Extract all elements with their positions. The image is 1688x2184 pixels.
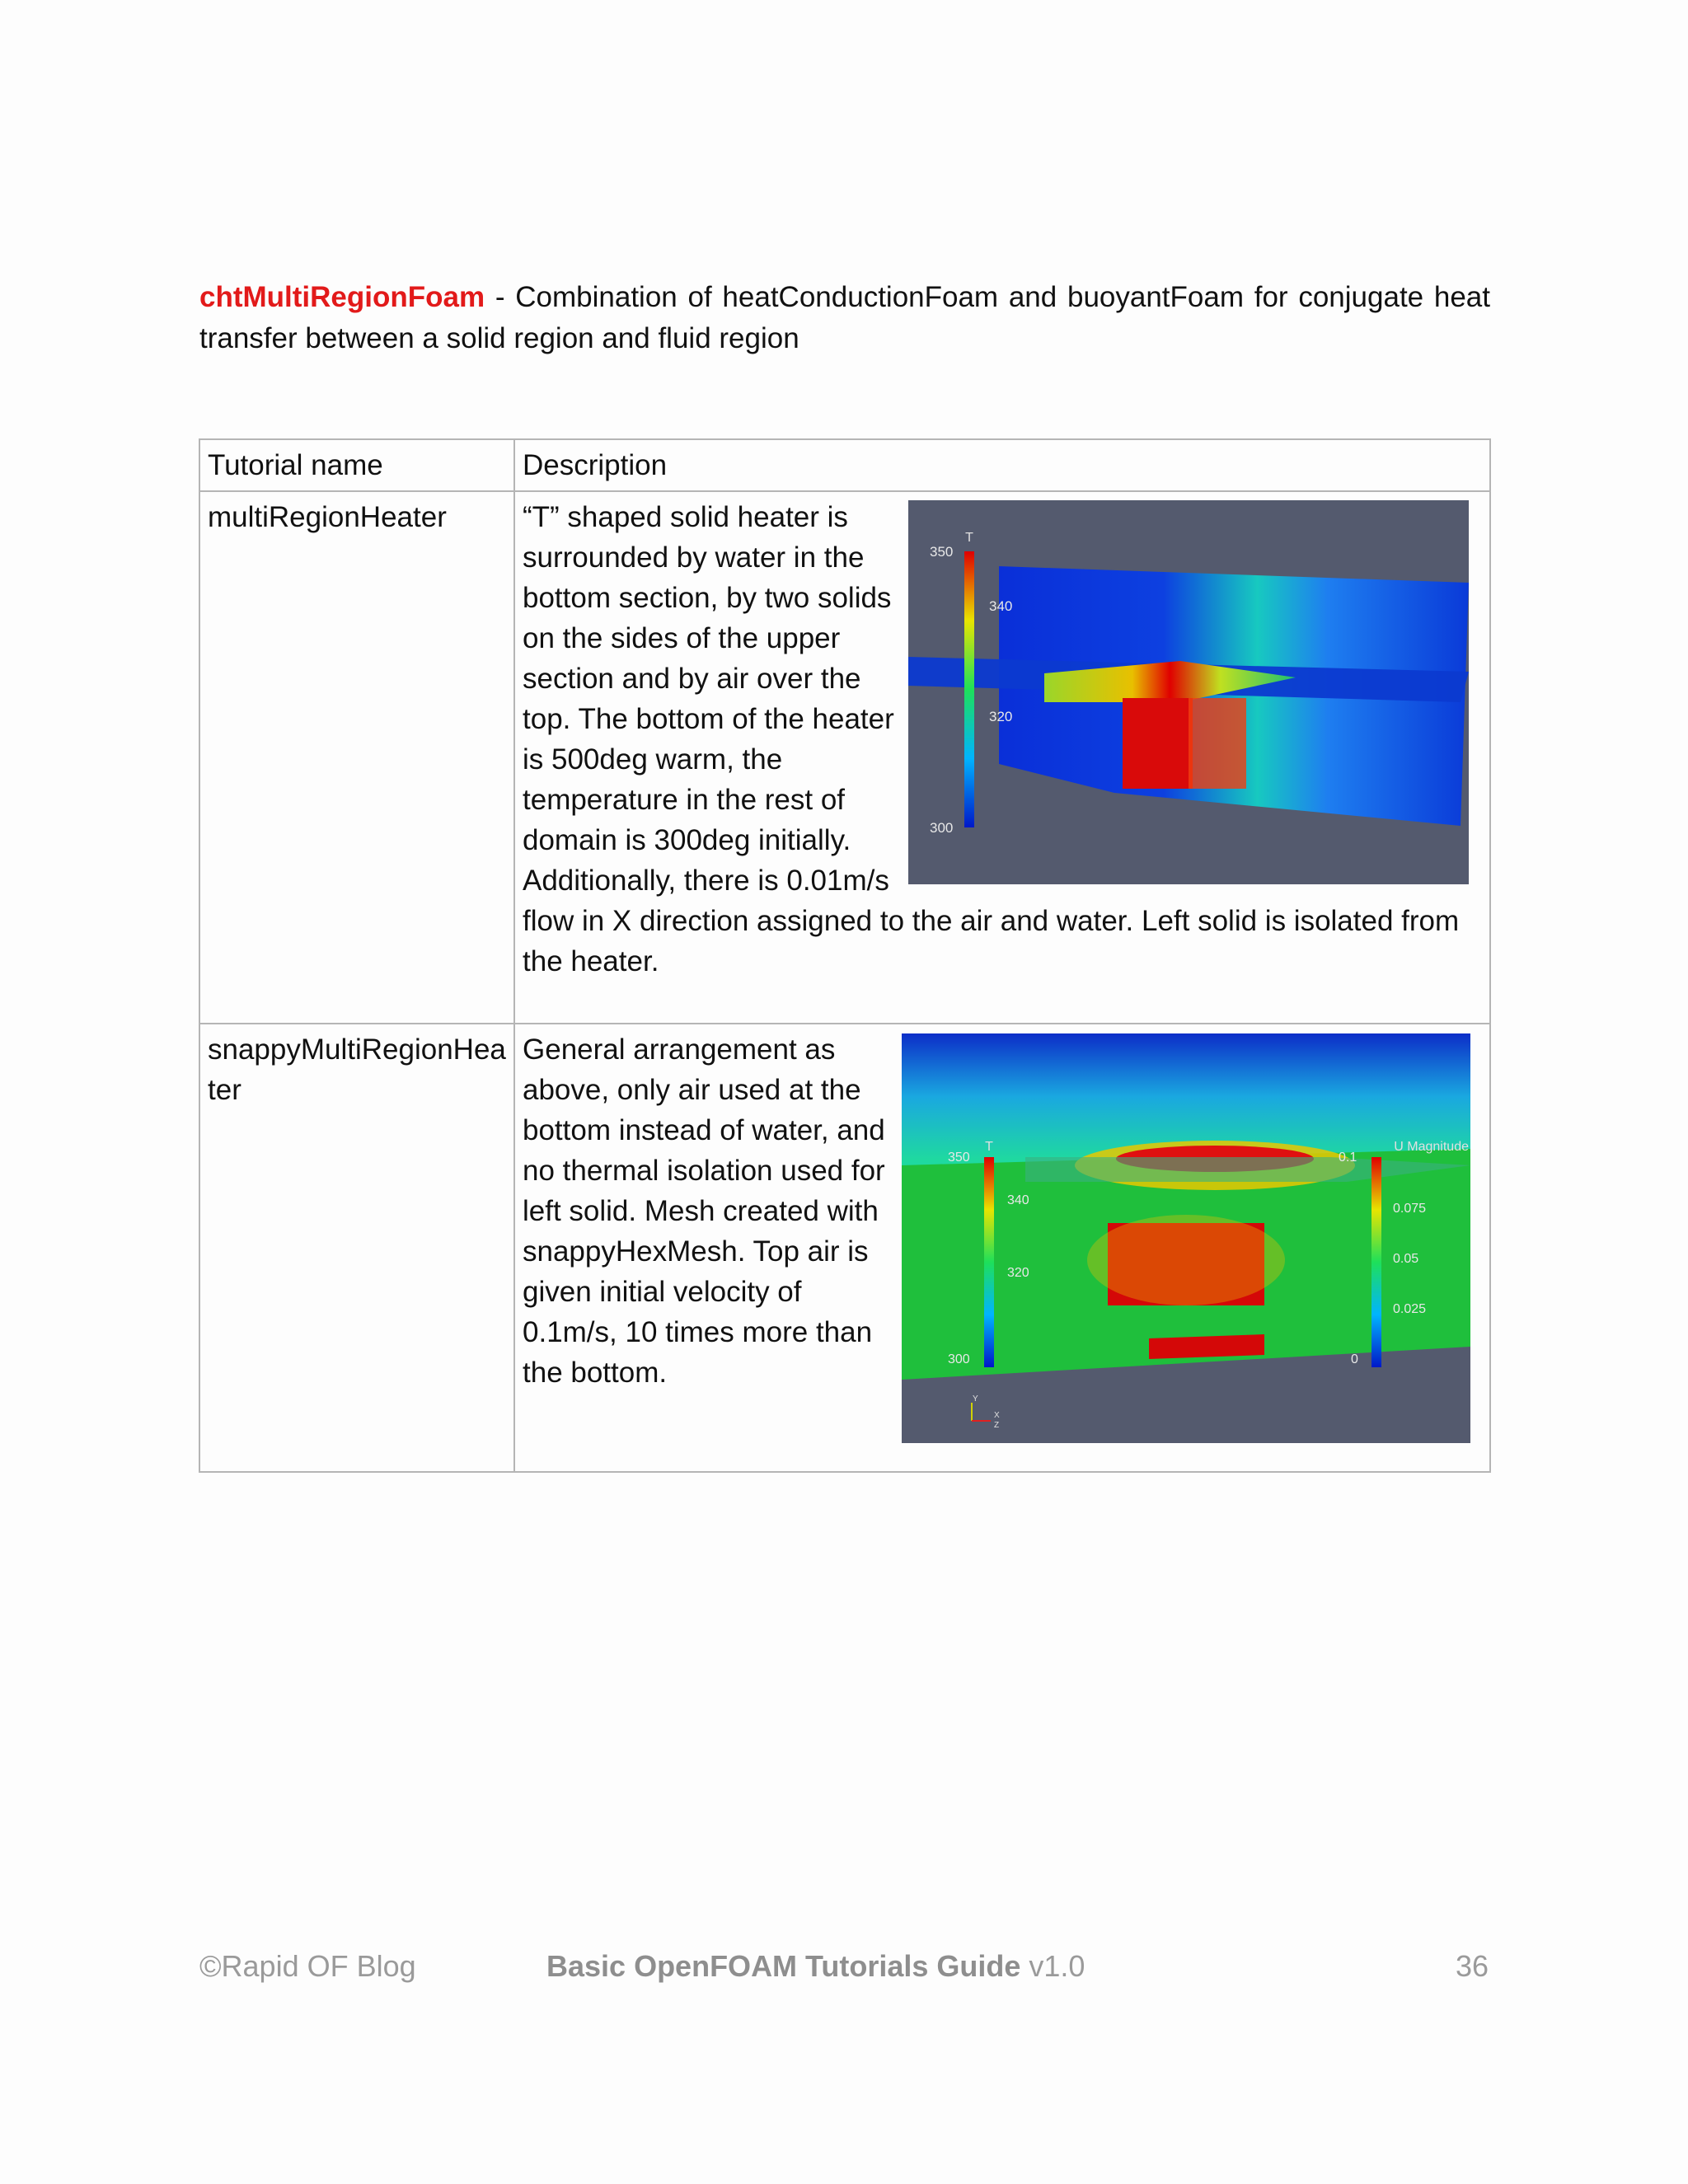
legend-title: T xyxy=(985,1140,993,1154)
solver-name: chtMultiRegionFoam xyxy=(199,281,485,313)
tutorial-name: multiRegionHeater xyxy=(199,491,514,1024)
legend-tick: 320 xyxy=(989,709,1013,724)
tutorial-description: “T” shaped solid heater is surrounded by water in the bottom section, by two solids on the sides of the upper section and by air over the top. The bottom of the heater is 500deg warm, the temperature in the rest of domain is 300deg initially. Additionally, there is 0.01m/s flow in X direction assigned to the air and water. Left solid is isolated from the heater. xyxy=(523,501,1460,977)
footer-version: v1.0 xyxy=(1020,1949,1085,1983)
legend2-tick: 0.1 xyxy=(1339,1151,1357,1165)
footer-page-number: 36 xyxy=(1456,1949,1489,1983)
header-description: Description xyxy=(514,439,1490,491)
axis-label: Y xyxy=(973,1394,978,1404)
solver-description: - Combination of heatConductionFoam and buoyantFoam for conjugate heat transfer between a solid region and fluid region xyxy=(199,281,1490,354)
tutorial-description: General arrangement as above, only air used at the bottom instead of water, and no thermal isolation used for left solid. Mesh created with snappyHexMesh. Top air is given initial velocity of 0.1m/s, 10 times more than the bottom. xyxy=(523,1033,885,1389)
legend2-tick: 0.075 xyxy=(1393,1202,1427,1216)
temperature-field-figure xyxy=(908,500,1469,884)
header-tutorial-name: Tutorial name xyxy=(199,439,514,491)
legend-tick: 340 xyxy=(1007,1193,1029,1207)
footer-guide-title: Basic OpenFOAM Tutorials Guide xyxy=(546,1949,1021,1983)
table-header-row xyxy=(199,439,1490,491)
legend2-tick: 0.025 xyxy=(1393,1302,1427,1316)
table-row xyxy=(199,1024,1490,1472)
footer-copyright: ©Rapid OF Blog xyxy=(199,1949,416,1983)
tutorial-description-cell xyxy=(514,1024,1490,1472)
legend-tick: 340 xyxy=(989,598,1013,614)
footer-title xyxy=(546,1949,1085,1984)
tutorial-name: snappyMultiRegionHeater xyxy=(199,1024,514,1472)
intro-paragraph xyxy=(199,277,1490,359)
tutorial-description-cell xyxy=(514,491,1490,1024)
legend-tick: 320 xyxy=(1007,1266,1029,1280)
legend-title: T xyxy=(965,531,973,545)
legend2-title: U Magnitude xyxy=(1394,1140,1469,1154)
axis-label: Z xyxy=(994,1421,1000,1430)
table-row xyxy=(199,491,1490,1024)
legend2-tick: 0 xyxy=(1351,1352,1358,1366)
temperature-velocity-figure xyxy=(902,1033,1470,1443)
legend-tick: 300 xyxy=(930,820,954,836)
axis-label: X xyxy=(994,1411,1000,1420)
legend-tick: 300 xyxy=(948,1352,970,1366)
legend2-tick: 0.05 xyxy=(1393,1252,1419,1266)
legend-tick: 350 xyxy=(930,544,954,560)
tutorials-table xyxy=(199,438,1491,1473)
legend-tick: 350 xyxy=(948,1151,970,1165)
